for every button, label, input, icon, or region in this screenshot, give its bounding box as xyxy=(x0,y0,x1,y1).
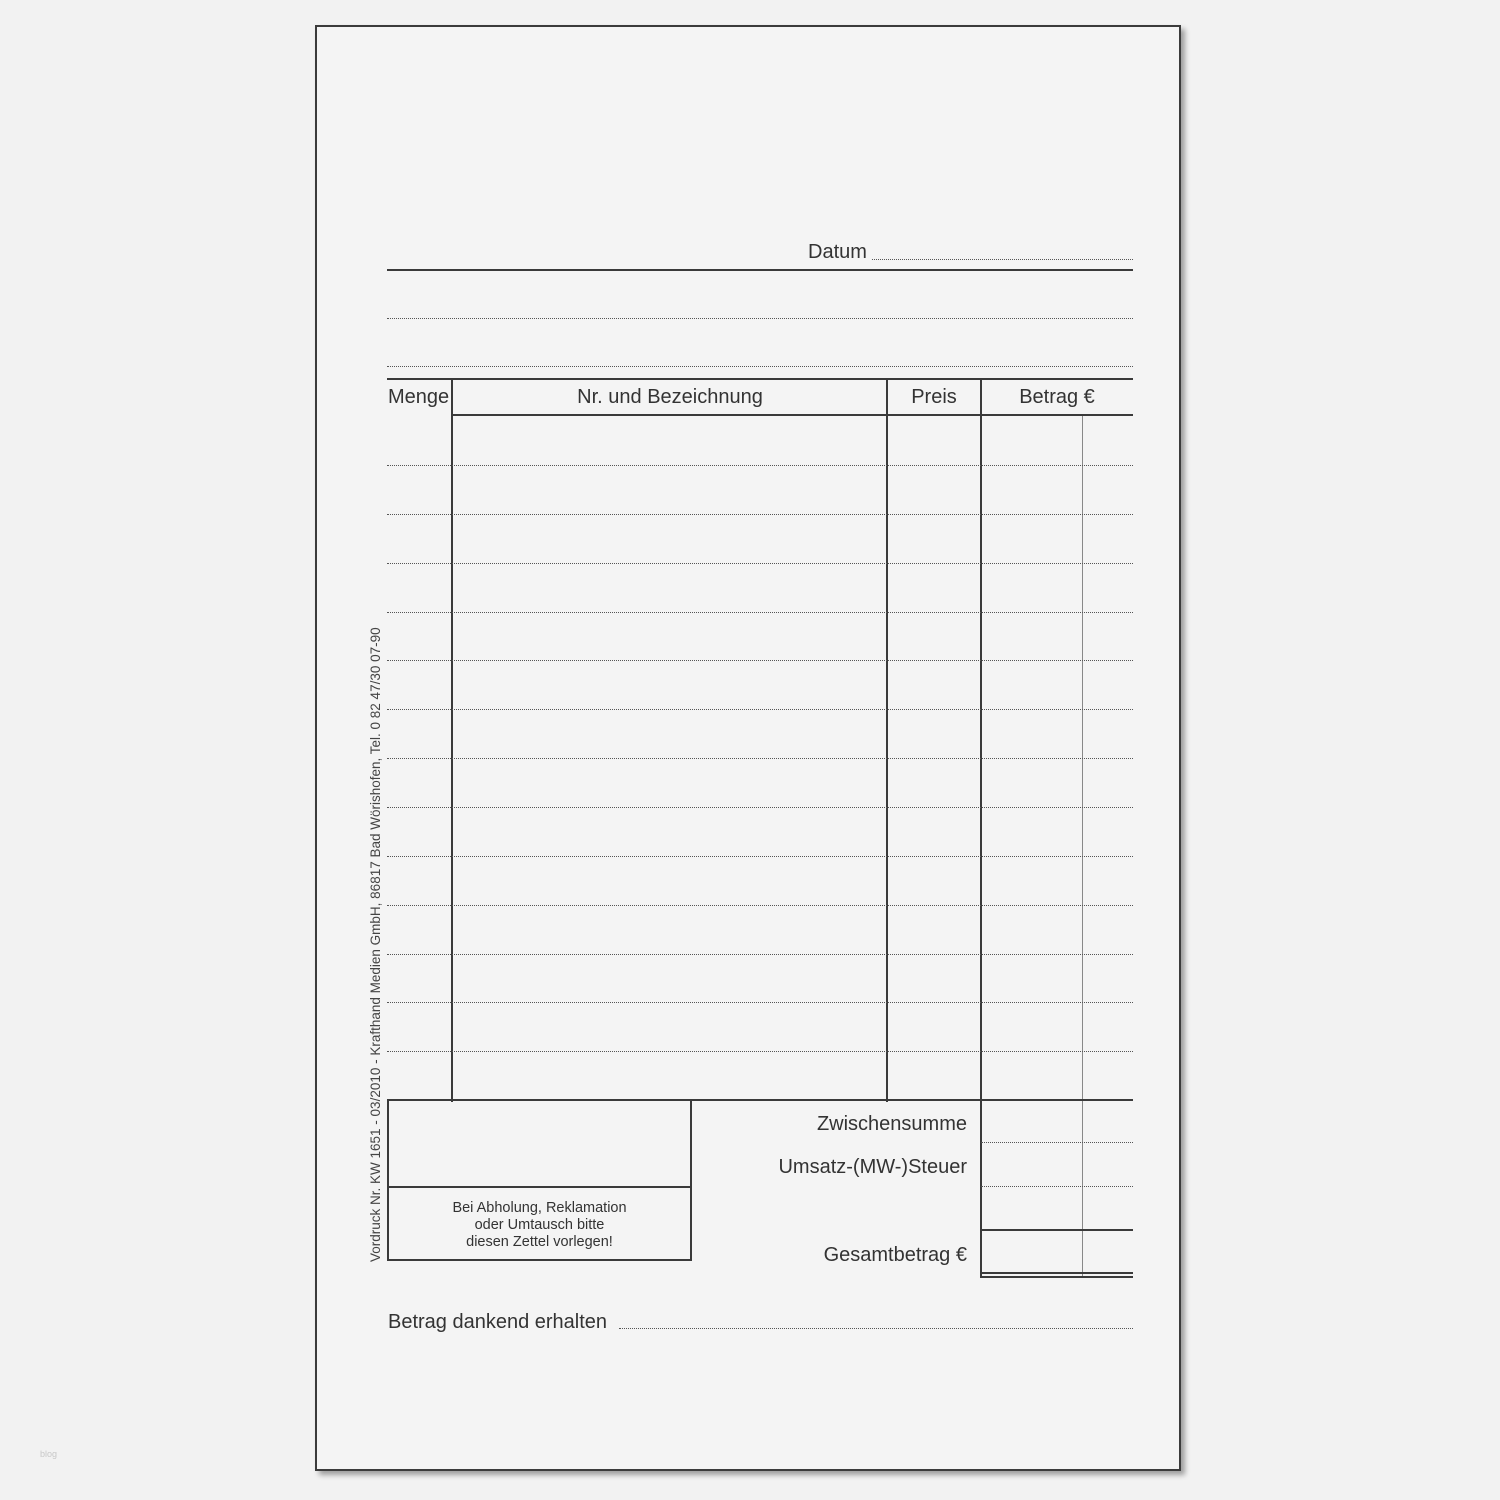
item-row-line[interactable] xyxy=(387,856,1133,857)
item-row-line[interactable] xyxy=(387,807,1133,808)
column-header-price: Preis xyxy=(911,386,957,408)
pickup-notice-line-3: diesen Zettel vorlegen! xyxy=(466,1234,613,1250)
received-signature-line[interactable] xyxy=(619,1328,1133,1329)
item-row-line[interactable] xyxy=(387,1002,1133,1003)
customer-line-2[interactable] xyxy=(387,366,1133,367)
item-row-line[interactable] xyxy=(387,905,1133,906)
item-row-line[interactable] xyxy=(387,465,1133,466)
received-label: Betrag dankend erhalten xyxy=(388,1311,608,1333)
pickup-notice xyxy=(389,1200,690,1251)
total-top-rule xyxy=(981,1229,1133,1231)
item-row-line[interactable] xyxy=(387,563,1133,564)
subtotal-label: Zwischensumme xyxy=(816,1113,967,1135)
item-row-line[interactable] xyxy=(387,758,1133,759)
table-top-rule xyxy=(387,378,1133,380)
item-row-line[interactable] xyxy=(387,612,1133,613)
total-label: Gesamtbetrag € xyxy=(823,1244,967,1266)
column-header-amount: Betrag € xyxy=(1019,386,1095,408)
item-row-line[interactable] xyxy=(387,660,1133,661)
pickup-notice-line-2: oder Umtausch bitte xyxy=(474,1217,605,1233)
vat-label: Umsatz-(MW-)Steuer xyxy=(778,1156,967,1178)
column-header-description: Nr. und Bezeichnung xyxy=(577,386,763,408)
item-row-line[interactable] xyxy=(387,1051,1133,1052)
item-row-line[interactable] xyxy=(387,709,1133,710)
total-double-rule-1 xyxy=(981,1272,1133,1274)
subtotal-field-line[interactable] xyxy=(981,1142,1133,1143)
column-divider-price xyxy=(980,378,982,1278)
header-rule xyxy=(387,269,1133,271)
vat-field-line[interactable] xyxy=(981,1186,1133,1187)
column-header-quantity: Menge xyxy=(388,386,450,408)
date-label: Datum xyxy=(808,241,867,263)
cents-divider xyxy=(1082,416,1083,1276)
notice-box-divider xyxy=(387,1186,692,1188)
imprint-text: Vordruck Nr. KW 1651 - 03/2010 - Krafthand Medien GmbH, 86817 Bad Wörishofen, Tel. 0 82 47/30 07-90 xyxy=(368,627,383,1262)
item-row-line[interactable] xyxy=(387,514,1133,515)
date-field-line[interactable] xyxy=(872,259,1133,260)
pickup-notice-line-1: Bei Abholung, Reklamation xyxy=(452,1200,627,1216)
table-header-bottom-rule xyxy=(452,414,1133,416)
item-row-line[interactable] xyxy=(387,954,1133,955)
column-divider-quantity xyxy=(451,378,453,1102)
column-divider-description xyxy=(886,378,888,1102)
watermark-text: blog xyxy=(40,1449,58,1459)
total-double-rule-2 xyxy=(981,1276,1133,1278)
customer-line-1[interactable] xyxy=(387,318,1133,319)
